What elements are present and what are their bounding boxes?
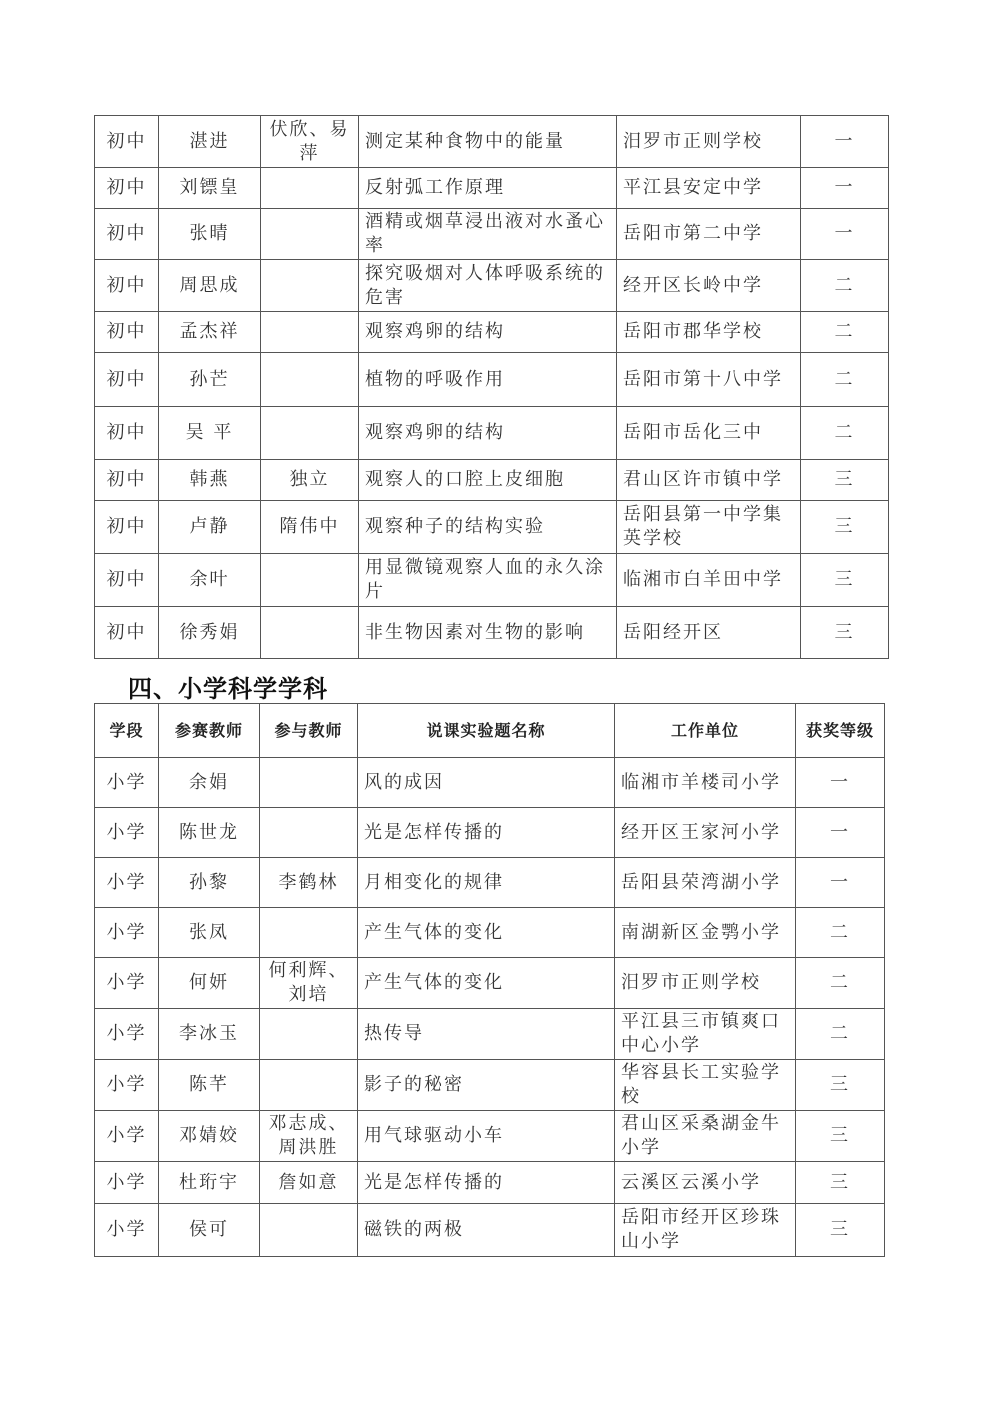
cell-topic: 光是怎样传播的 (358, 808, 615, 858)
cell-topic: 植物的呼吸作用 (359, 353, 617, 407)
cell-unit: 临湘市羊楼司小学 (615, 758, 796, 808)
table-row (95, 1162, 885, 1204)
cell-partner (260, 1060, 358, 1111)
table-row (95, 1009, 885, 1060)
header-teacher: 参赛教师 (159, 704, 260, 758)
cell-unit: 平江县三市镇爽口中心小学 (615, 1009, 796, 1060)
middle-school-table-body (95, 116, 889, 659)
cell-stage: 初中 (95, 168, 159, 209)
cell-grade: 三 (801, 501, 889, 554)
cell-teacher: 侯可 (159, 1204, 260, 1257)
cell-unit: 经开区长岭中学 (617, 260, 801, 312)
cell-grade: 一 (796, 808, 885, 858)
cell-topic: 观察鸡卵的结构 (359, 312, 617, 353)
cell-unit: 汨罗市正则学校 (615, 958, 796, 1009)
table-row (95, 168, 889, 209)
cell-teacher: 邓婧姣 (159, 1111, 260, 1162)
cell-topic: 影子的秘密 (358, 1060, 615, 1111)
cell-stage: 小学 (95, 1162, 159, 1204)
cell-teacher: 韩燕 (159, 460, 261, 501)
cell-teacher: 卢静 (159, 501, 261, 554)
cell-teacher: 吴 平 (159, 407, 261, 460)
cell-partner (261, 554, 359, 607)
cell-unit: 岳阳市经开区珍珠山小学 (615, 1204, 796, 1257)
table-row (95, 312, 889, 353)
cell-grade: 三 (801, 607, 889, 659)
cell-teacher: 孟杰祥 (159, 312, 261, 353)
cell-stage: 初中 (95, 353, 159, 407)
cell-teacher: 余叶 (159, 554, 261, 607)
table-row (95, 808, 885, 858)
cell-unit: 岳阳市岳化三中 (617, 407, 801, 460)
cell-partner (261, 353, 359, 407)
cell-teacher: 张凤 (159, 908, 260, 958)
table-row (95, 554, 889, 607)
cell-stage: 初中 (95, 407, 159, 460)
cell-teacher: 何妍 (159, 958, 260, 1009)
cell-unit: 君山区许市镇中学 (617, 460, 801, 501)
cell-unit: 岳阳县荣湾湖小学 (615, 858, 796, 908)
cell-topic: 非生物因素对生物的影响 (359, 607, 617, 659)
table-row (95, 260, 889, 312)
cell-teacher: 陈芊 (159, 1060, 260, 1111)
table-row (95, 908, 885, 958)
cell-stage: 初中 (95, 312, 159, 353)
table-row (95, 501, 889, 554)
cell-teacher: 张晴 (159, 209, 261, 260)
cell-topic: 月相变化的规律 (358, 858, 615, 908)
cell-grade: 二 (801, 353, 889, 407)
cell-unit: 经开区王家河小学 (615, 808, 796, 858)
cell-teacher: 余娟 (159, 758, 260, 808)
header-partner: 参与教师 (260, 704, 358, 758)
header-stage: 学段 (95, 704, 159, 758)
cell-stage: 初中 (95, 260, 159, 312)
cell-grade: 二 (801, 312, 889, 353)
primary-science-results-table (94, 703, 885, 1257)
cell-partner: 何利辉、刘培 (260, 958, 358, 1009)
primary-table-body (95, 758, 885, 1257)
cell-grade: 三 (796, 1162, 885, 1204)
cell-unit: 南湖新区金鹗小学 (615, 908, 796, 958)
cell-topic: 光是怎样传播的 (358, 1162, 615, 1204)
cell-unit: 岳阳市第二中学 (617, 209, 801, 260)
cell-unit: 岳阳经开区 (617, 607, 801, 659)
table-row (95, 353, 889, 407)
cell-partner (261, 312, 359, 353)
cell-grade: 一 (801, 168, 889, 209)
cell-stage: 小学 (95, 908, 159, 958)
cell-partner (260, 1009, 358, 1060)
cell-unit: 临湘市白羊田中学 (617, 554, 801, 607)
table-row (95, 407, 889, 460)
header-unit: 工作单位 (615, 704, 796, 758)
cell-grade: 一 (801, 116, 889, 168)
cell-teacher: 杜珩宇 (159, 1162, 260, 1204)
cell-teacher: 陈世龙 (159, 808, 260, 858)
cell-partner: 独立 (261, 460, 359, 501)
cell-teacher: 孙芒 (159, 353, 261, 407)
table-row (95, 858, 885, 908)
cell-topic: 热传导 (358, 1009, 615, 1060)
header-topic: 说课实验题名称 (358, 704, 615, 758)
cell-topic: 观察种子的结构实验 (359, 501, 617, 554)
cell-grade: 三 (801, 554, 889, 607)
table-row (95, 758, 885, 808)
header-grade: 获奖等级 (796, 704, 885, 758)
cell-unit: 汨罗市正则学校 (617, 116, 801, 168)
cell-partner (261, 209, 359, 260)
cell-grade: 二 (801, 407, 889, 460)
cell-partner (261, 607, 359, 659)
cell-unit: 君山区采桑湖金牛小学 (615, 1111, 796, 1162)
cell-stage: 初中 (95, 116, 159, 168)
cell-unit: 岳阳市第十八中学 (617, 353, 801, 407)
cell-partner: 詹如意 (260, 1162, 358, 1204)
cell-grade: 二 (796, 1009, 885, 1060)
cell-stage: 小学 (95, 808, 159, 858)
cell-stage: 小学 (95, 1060, 159, 1111)
cell-topic: 用气球驱动小车 (358, 1111, 615, 1162)
cell-grade: 三 (801, 460, 889, 501)
cell-grade: 二 (801, 260, 889, 312)
table-row (95, 209, 889, 260)
cell-topic: 反射弧工作原理 (359, 168, 617, 209)
cell-stage: 初中 (95, 209, 159, 260)
cell-stage: 小学 (95, 1204, 159, 1257)
cell-teacher: 孙黎 (159, 858, 260, 908)
table-row (95, 1204, 885, 1257)
cell-unit: 华容县长工实验学校 (615, 1060, 796, 1111)
cell-unit: 岳阳县第一中学集英学校 (617, 501, 801, 554)
cell-stage: 初中 (95, 501, 159, 554)
cell-partner (260, 1204, 358, 1257)
cell-unit: 云溪区云溪小学 (615, 1162, 796, 1204)
cell-unit: 岳阳市郡华学校 (617, 312, 801, 353)
cell-topic: 产生气体的变化 (358, 958, 615, 1009)
cell-stage: 初中 (95, 607, 159, 659)
cell-stage: 小学 (95, 1111, 159, 1162)
cell-topic: 酒精或烟草浸出液对水蚤心率 (359, 209, 617, 260)
cell-topic: 测定某种食物中的能量 (359, 116, 617, 168)
table-row (95, 958, 885, 1009)
table-row (95, 1060, 885, 1111)
cell-partner: 伏欣、易萍 (261, 116, 359, 168)
cell-topic: 风的成因 (358, 758, 615, 808)
cell-teacher: 刘镖皇 (159, 168, 261, 209)
cell-unit: 平江县安定中学 (617, 168, 801, 209)
cell-grade: 三 (796, 1204, 885, 1257)
cell-grade: 一 (796, 858, 885, 908)
cell-grade: 三 (796, 1060, 885, 1111)
cell-teacher: 李冰玉 (159, 1009, 260, 1060)
cell-grade: 二 (796, 958, 885, 1009)
table-header (95, 704, 885, 758)
middle-school-results-table (94, 115, 889, 659)
cell-partner (261, 168, 359, 209)
cell-partner: 隋伟中 (261, 501, 359, 554)
cell-partner: 李鹤林 (260, 858, 358, 908)
cell-partner (260, 758, 358, 808)
cell-stage: 初中 (95, 554, 159, 607)
cell-stage: 小学 (95, 958, 159, 1009)
cell-stage: 小学 (95, 758, 159, 808)
cell-partner (261, 260, 359, 312)
cell-topic: 产生气体的变化 (358, 908, 615, 958)
section-heading: 四、小学科学学科 (128, 675, 328, 703)
table-row (95, 116, 889, 168)
cell-grade: 一 (801, 209, 889, 260)
cell-partner (261, 407, 359, 460)
cell-topic: 磁铁的两极 (358, 1204, 615, 1257)
cell-grade: 三 (796, 1111, 885, 1162)
cell-grade: 一 (796, 758, 885, 808)
cell-partner: 邓志成、周洪胜 (260, 1111, 358, 1162)
table-row (95, 1111, 885, 1162)
cell-topic: 观察鸡卵的结构 (359, 407, 617, 460)
cell-stage: 初中 (95, 460, 159, 501)
cell-topic: 探究吸烟对人体呼吸系统的危害 (359, 260, 617, 312)
table-row (95, 460, 889, 501)
cell-partner (260, 908, 358, 958)
cell-teacher: 湛进 (159, 116, 261, 168)
cell-stage: 小学 (95, 1009, 159, 1060)
cell-teacher: 徐秀娟 (159, 607, 261, 659)
cell-partner (260, 808, 358, 858)
cell-teacher: 周思成 (159, 260, 261, 312)
table-row (95, 607, 889, 659)
cell-topic: 用显微镜观察人血的永久涂片 (359, 554, 617, 607)
cell-topic: 观察人的口腔上皮细胞 (359, 460, 617, 501)
cell-grade: 二 (796, 908, 885, 958)
cell-stage: 小学 (95, 858, 159, 908)
